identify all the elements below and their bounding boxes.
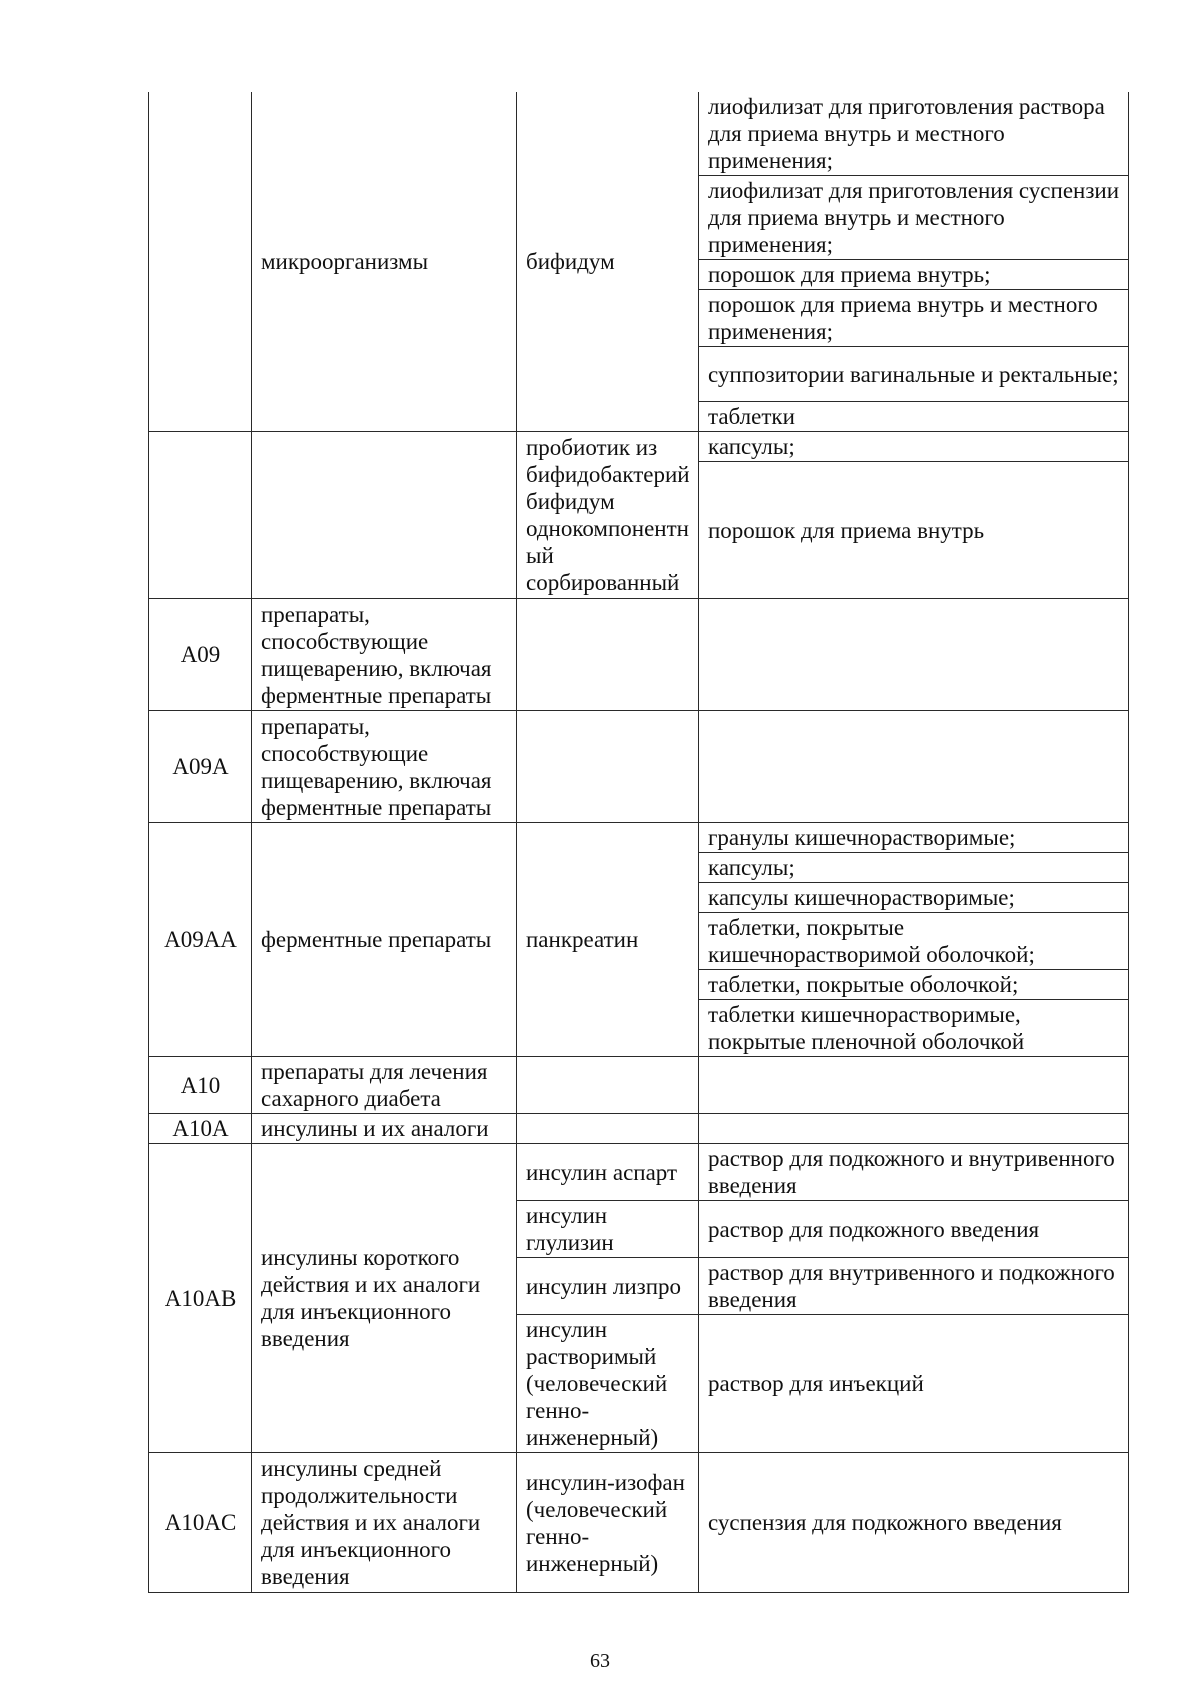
page-number: 63: [590, 1650, 610, 1672]
dosage-form-cell: раствор для внутривенного и подкожного введения: [699, 1258, 1129, 1315]
table-row: [149, 1144, 1129, 1201]
dosage-form-cell: таблетки: [699, 402, 1129, 432]
group-name-cell: препараты для лечения сахарного диабета: [252, 1057, 517, 1114]
dosage-form-cell: [699, 1057, 1129, 1114]
drug-name-cell: панкреатин: [517, 823, 699, 1057]
table-row: [149, 711, 1129, 823]
table-row: [149, 432, 1129, 462]
atc-code-cell: [149, 432, 252, 599]
table-row: [149, 1057, 1129, 1114]
table-row: [149, 92, 1129, 176]
group-name-cell: ферментные препараты: [252, 823, 517, 1057]
atc-code-cell: A10A: [149, 1114, 252, 1144]
dosage-form-cell: суспензия для подкожного введения: [699, 1453, 1129, 1593]
atc-code-cell: A10AC: [149, 1453, 252, 1593]
dosage-form-cell: гранулы кишечнорастворимые;: [699, 823, 1129, 853]
dosage-form-cell: раствор для подкожного и внутривенного введения: [699, 1144, 1129, 1201]
dosage-form-cell: порошок для приема внутрь: [699, 462, 1129, 599]
drug-name-cell: инсулин растворимый (человеческий генно-инженерный): [517, 1315, 699, 1453]
dosage-form-cell: раствор для инъекций: [699, 1315, 1129, 1453]
drug-name-cell: пробиотик из бифидобактерий бифидум однокомпонентн ый сорбированный: [517, 432, 699, 599]
atc-code-cell: A09: [149, 599, 252, 711]
drug-name-cell: инсулин аспарт: [517, 1144, 699, 1201]
drug-name-cell: инсулин глулизин: [517, 1201, 699, 1258]
dosage-form-cell: таблетки, покрытые кишечнорастворимой оболочкой;: [699, 913, 1129, 970]
drug-name-cell: [517, 711, 699, 823]
dosage-form-cell: порошок для приема внутрь и местного применения;: [699, 290, 1129, 347]
dosage-form-cell: таблетки, покрытые оболочкой;: [699, 970, 1129, 1000]
table-row: [149, 1453, 1129, 1593]
table-row: [149, 1114, 1129, 1144]
atc-code-cell: A09A: [149, 711, 252, 823]
dosage-form-cell: [699, 711, 1129, 823]
atc-code-cell: A10: [149, 1057, 252, 1114]
drug-name-cell: инсулин-изофан (человеческий генно-инженерный): [517, 1453, 699, 1593]
group-name-cell: [252, 432, 517, 599]
drug-name-cell: [517, 599, 699, 711]
drug-table: [148, 92, 1129, 1593]
group-name-cell: препараты, способствующие пищеварению, включая ферментные препараты: [252, 711, 517, 823]
atc-code-cell: A10AB: [149, 1144, 252, 1453]
group-name-cell: инсулины и их аналоги: [252, 1114, 517, 1144]
drug-name-cell: бифидум: [517, 92, 699, 432]
dosage-form-cell: [699, 599, 1129, 711]
atc-code-cell: [149, 92, 252, 432]
table-row: [149, 823, 1129, 853]
dosage-form-cell: капсулы;: [699, 432, 1129, 462]
dosage-form-cell: [699, 1114, 1129, 1144]
group-name-cell: препараты, способствующие пищеварению, включая ферментные препараты: [252, 599, 517, 711]
dosage-form-cell: порошок для приема внутрь;: [699, 260, 1129, 290]
dosage-form-cell: капсулы кишечнорастворимые;: [699, 883, 1129, 913]
group-name-cell: инсулины средней продолжительности действия и их аналоги для инъекционного введения: [252, 1453, 517, 1593]
dosage-form-cell: суппозитории вагинальные и ректальные;: [699, 347, 1129, 402]
dosage-form-cell: раствор для подкожного введения: [699, 1201, 1129, 1258]
dosage-form-cell: таблетки кишечнорастворимые, покрытые пленочной оболочкой: [699, 1000, 1129, 1057]
drug-name-cell: [517, 1114, 699, 1144]
dosage-form-cell: лиофилизат для приготовления суспензии для приема внутрь и местного применения;: [699, 176, 1129, 260]
group-name-cell: микроорганизмы: [252, 92, 517, 432]
dosage-form-cell: капсулы;: [699, 853, 1129, 883]
drug-name-cell: [517, 1057, 699, 1114]
dosage-form-cell: лиофилизат для приготовления раствора для приема внутрь и местного применения;: [699, 92, 1129, 176]
table-row: [149, 599, 1129, 711]
drug-name-cell: инсулин лизпро: [517, 1258, 699, 1315]
group-name-cell: инсулины короткого действия и их аналоги для инъекционного введения: [252, 1144, 517, 1453]
atc-code-cell: A09AA: [149, 823, 252, 1057]
